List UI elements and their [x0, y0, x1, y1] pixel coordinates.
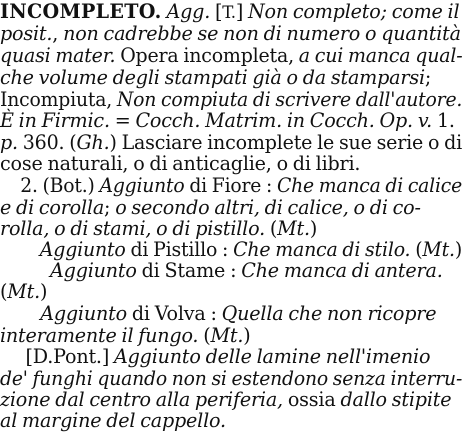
text-segment: al margine del cappello.	[0, 409, 226, 432]
text-segment: di Pistillo	[125, 238, 218, 261]
text-segment: dallo stipite	[340, 388, 452, 411]
text-segment: È in Firmic.	[0, 109, 110, 132]
text-line	[0, 66, 462, 89]
text-segment: Che manca di antera.	[241, 259, 443, 282]
text-segment: Agg.	[161, 0, 211, 23]
text-segment: ,	[52, 22, 64, 45]
text-segment: 2. (Bot.)	[0, 174, 100, 197]
text-line	[0, 259, 462, 282]
text-line	[0, 409, 462, 432]
text-segment: 1.	[432, 109, 455, 132]
text-segment	[0, 302, 40, 325]
text-segment: :	[217, 238, 234, 261]
text-segment: ;	[104, 196, 116, 219]
text-line	[0, 88, 463, 111]
text-line	[0, 44, 463, 67]
text-segment: zione dal centro alla periferia,	[0, 388, 283, 411]
text-line	[0, 367, 463, 390]
text-segment: Mt.	[210, 324, 244, 347]
text-segment: ossia	[282, 388, 341, 411]
text-segment: di Stame	[136, 259, 226, 282]
text-segment: Che manca di stilo.	[233, 238, 411, 261]
text-segment: Aggiunto	[99, 174, 185, 197]
text-segment: :	[205, 302, 222, 325]
text-segment: (	[264, 217, 278, 240]
text-segment: Incompiuta,	[0, 88, 117, 111]
text-line	[0, 238, 463, 261]
text-segment: e di corolla	[0, 196, 105, 219]
text-segment: )	[454, 238, 463, 261]
text-segment: Aggiunto	[50, 259, 137, 282]
text-line	[0, 324, 462, 347]
text-segment: cose naturali, o di anticaglie, o di libri.	[0, 152, 361, 175]
text-segment: posit.	[0, 22, 53, 45]
text-segment: rolla, o di stami, o di pistillo.	[0, 217, 265, 240]
text-line	[0, 280, 462, 303]
headword: INCOMPLETO.	[0, 0, 162, 23]
text-segment: (	[0, 280, 8, 303]
text-segment: p.	[0, 131, 18, 154]
text-segment	[0, 259, 50, 282]
text-line	[0, 217, 462, 240]
text-line	[0, 0, 462, 23]
text-line	[0, 302, 462, 325]
text-segment: Mt.	[422, 238, 455, 261]
text-segment: 360. (	[17, 131, 77, 154]
text-segment: che volume degli stampati già o da stamparsi	[0, 66, 425, 89]
text-segment: Mt.	[277, 217, 310, 240]
text-segment: )	[309, 217, 318, 240]
text-segment: (	[410, 238, 423, 261]
text-segment: quasi mater.	[0, 44, 116, 67]
text-segment: Aggiunto	[40, 302, 127, 325]
text-segment: Aggiunto	[39, 238, 126, 261]
text-segment: )	[40, 280, 48, 303]
text-segment: interamente il fungo.	[0, 324, 199, 347]
text-segment: di Fiore	[184, 174, 262, 197]
text-segment: :	[225, 259, 242, 282]
text-segment: non cadrebbe se non di numero o quantità	[63, 22, 461, 45]
text-segment: Che manca di calice	[276, 174, 463, 197]
text-segment: ]	[235, 0, 249, 23]
text-segment: Aggiunto delle lamine nell'imenio	[113, 345, 431, 368]
text-line	[0, 109, 462, 132]
text-segment: Gh.	[76, 131, 110, 154]
text-segment: Cocch. Matrim. in Cocch. Op. v.	[135, 109, 433, 132]
text-line	[0, 174, 463, 197]
text-segment: o secondo altri, di calice, o di co-	[115, 196, 421, 219]
text-segment: a cui manca qual-	[298, 44, 463, 67]
text-segment: Non completo; come il	[248, 0, 460, 23]
text-segment: Mt.	[7, 280, 41, 303]
text-segment: =	[109, 109, 136, 132]
text-segment: ;	[424, 66, 432, 89]
text-segment: Opera incompleta,	[115, 44, 299, 67]
text-segment: :	[261, 174, 277, 197]
text-line	[0, 22, 462, 45]
text-segment: )	[243, 324, 251, 347]
text-segment: [	[210, 0, 223, 23]
text-segment: T.	[222, 3, 236, 23]
text-segment: ) Lasciare incomplete le sue serie o di	[109, 131, 463, 154]
text-segment: Quella che non ricopre	[221, 302, 437, 325]
text-segment: [D.Pont.]	[0, 345, 114, 368]
text-segment: de' funghi quando non si estendono senza interru-	[0, 367, 463, 390]
text-segment: (	[198, 324, 211, 347]
text-segment: di Volva	[126, 302, 206, 325]
text-segment: Non compiuta di scrivere dall'autore.	[116, 88, 463, 111]
text-line	[0, 388, 462, 411]
text-line	[0, 152, 462, 175]
text-line	[0, 345, 462, 368]
text-line	[0, 196, 462, 219]
text-segment	[0, 238, 40, 261]
text-line	[0, 131, 463, 154]
